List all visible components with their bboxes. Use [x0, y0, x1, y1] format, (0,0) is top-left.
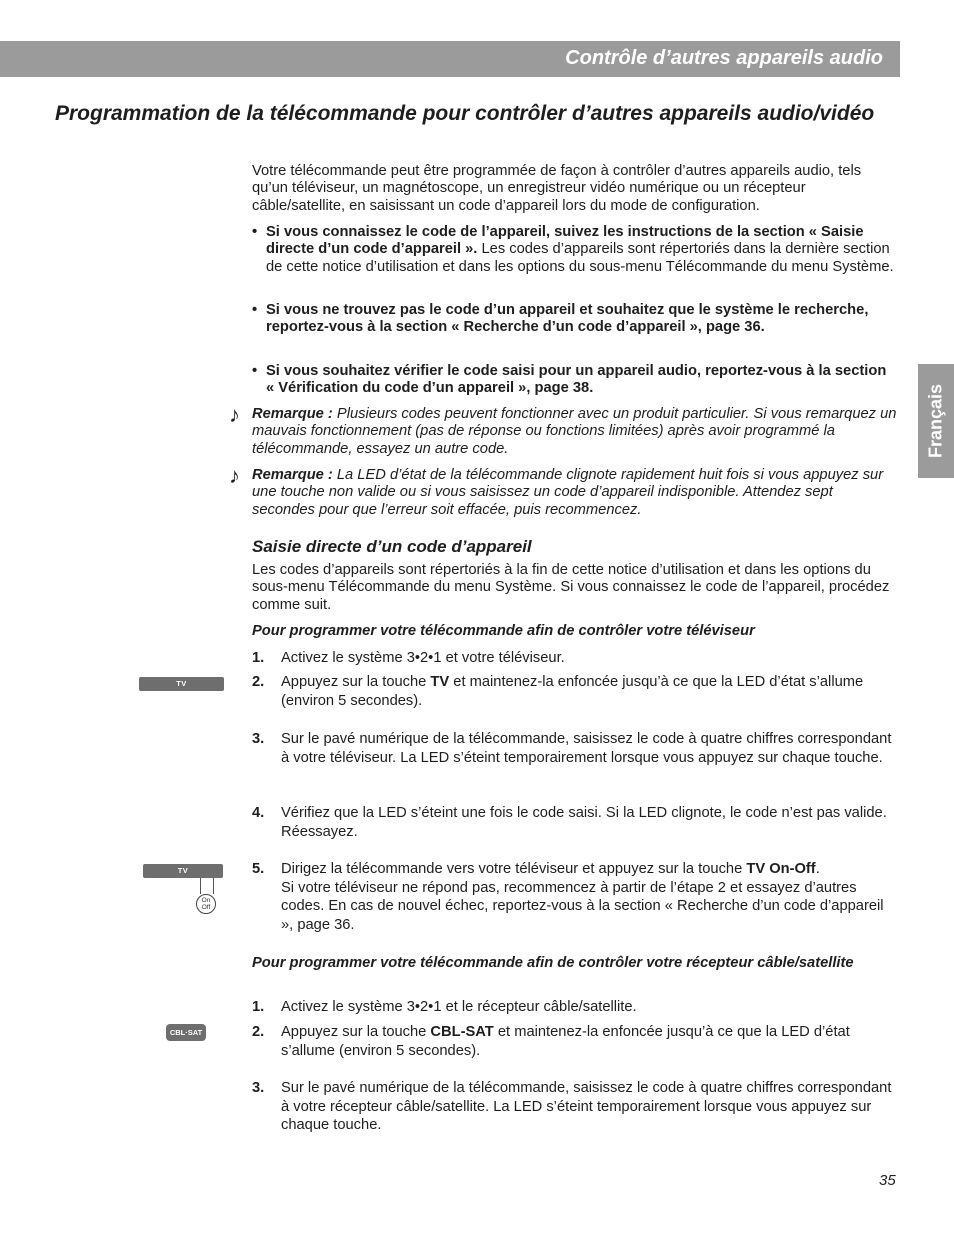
step-text: . — [815, 861, 820, 877]
music-note-icon: ♪ — [229, 402, 240, 427]
step-number: 3. — [252, 1080, 265, 1096]
tv-step-1 — [252, 649, 897, 668]
note-2 — [252, 467, 897, 519]
music-note-icon: ♪ — [229, 463, 240, 488]
step-key: TV — [430, 674, 450, 690]
bullet-bold: Si vous connaissez le code de l’appareil, suivez les instructions de la section « Saisie directe d’un code d’appareil ». — [266, 224, 864, 258]
note-1 — [252, 406, 897, 458]
step-number: 4. — [252, 805, 265, 821]
step-text: Appuyez sur la touche — [281, 674, 431, 690]
section-heading: Saisie directe d’un code d’appareil — [252, 537, 532, 556]
bullet-item — [252, 302, 897, 337]
tv-button-icon: TV — [143, 864, 223, 878]
step-text: et maintenez-la enfoncée jusqu’à ce que la LED d’état s’allume (environ 5 secondes). — [281, 674, 864, 709]
intro-paragraph: Votre télécommande peut être programmée de façon à contrôler d’autres appareils audio, tels qu’un téléviseur, un magnétoscope, un enregistreur vidéo numérique ou un récepteur câble/satellite, en saisissant un code d’appareil lors du mode de configuration. — [252, 163, 862, 214]
tv-step-5 — [252, 860, 897, 934]
note-text: Plusieurs codes peuvent fonctionner avec un produit particulier. Si vous remarquez un mauvais fonctionnement (pas de réponse ou fonctions limitées) après avoir programmé la télécommande, essayez un autre code. — [252, 406, 897, 457]
tv-procedure-heading: Pour programmer votre télécommande afin de contrôler votre téléviseur — [252, 623, 755, 639]
step-text: Si votre téléviseur ne répond pas, recommencez à partir de l’étape 2 et essayez d’autres codes. En cas de nouvel échec, reportez-vous à la section « Recherche d’un code d’appareil », page 36. — [281, 879, 884, 933]
step-text: Sur le pavé numérique de la télécommande, saisissez le code à quatre chiffres correspondant à votre récepteur câble/satellite. La LED s’éteint temporairement lorsque vous appuyez sur chaque touche. — [281, 1080, 892, 1133]
bullet-bold: Si vous ne trouvez pas le code d’un appareil et souhaitez que le système le recherche, reportez-vous à la section « Recherche d’un code d’appareil », page 36. — [266, 302, 869, 336]
connector-line — [200, 878, 214, 894]
cbl-step-2 — [252, 1023, 897, 1060]
step-number: 1. — [252, 650, 265, 666]
step-text: Dirigez la télécommande vers votre téléviseur et appuyez sur la touche — [281, 861, 747, 877]
onoff-off-label: Off — [201, 904, 211, 911]
step-key: CBL-SAT — [430, 1024, 494, 1040]
onoff-on-label: On — [201, 897, 211, 904]
page-number: 35 — [879, 1172, 896, 1189]
step-text: et maintenez-la enfoncée jusqu’à ce que la LED d’état s’allume (environ 5 secondes). — [281, 1024, 850, 1059]
cbl-sat-button-icon: CBL·SAT — [166, 1024, 206, 1041]
bullet-dot: • — [252, 302, 258, 318]
cbl-step-3 — [252, 1079, 897, 1135]
step-number: 2. — [252, 1024, 265, 1040]
note-label: Remarque : — [252, 406, 333, 422]
note-text: La LED d’état de la télécommande clignote rapidement huit fois si vous appuyez sur une touche non valide ou si vous saisissez un code d’appareil indisponible. Attendez sept secondes pour que l’erreur soit effacée, puis recommencez. — [252, 467, 884, 518]
tv-step-3 — [252, 730, 897, 767]
step-number: 5. — [252, 861, 265, 877]
header-title: Contrôle d’autres appareils audio — [565, 47, 883, 69]
header-bar — [0, 41, 900, 77]
step-text: Appuyez sur la touche — [281, 1024, 431, 1040]
note-label: Remarque : — [252, 467, 333, 483]
tv-step-4 — [252, 804, 897, 841]
step-number: 2. — [252, 674, 265, 690]
tv-step-2 — [252, 673, 897, 710]
step-number: 1. — [252, 999, 265, 1015]
language-tab — [918, 364, 954, 478]
cbl-procedure-heading: Pour programmer votre télécommande afin de contrôler votre récepteur câble/satellite — [252, 955, 854, 971]
cbl-step-1 — [252, 998, 897, 1017]
step-text: Activez le système 3•2•1 et votre téléviseur. — [281, 650, 565, 666]
step-number: 3. — [252, 731, 265, 747]
bullet-text: Les codes d’appareils sont répertoriés dans la dernière section de cette notice d’utilisation et dans les options du sous-menu Télécommande du menu Système. — [266, 241, 894, 275]
step-key: TV On-Off — [746, 861, 816, 877]
tv-button-icon: TV — [139, 677, 224, 691]
step-text: Sur le pavé numérique de la télécommande, saisissez le code à quatre chiffres correspondant à votre téléviseur. La LED s’éteint temporairement lorsque vous appuyez sur chaque touche. — [281, 731, 892, 766]
step-text: Activez le système 3•2•1 et le récepteur câble/satellite. — [281, 999, 637, 1015]
step-text: Vérifiez que la LED s’éteint une fois le code saisi. Si la LED clignote, le code n’est pas valide. Réessayez. — [281, 805, 887, 840]
power-button-icon — [196, 894, 216, 914]
language-tab-label: Français — [925, 383, 946, 459]
bullet-item — [252, 363, 897, 398]
bullet-item — [252, 224, 897, 276]
page-title: Programmation de la télécommande pour contrôler d’autres appareils audio/vidéo — [55, 102, 875, 125]
bullet-dot: • — [252, 224, 258, 240]
bullet-bold: Si vous souhaitez vérifier le code saisi pour un appareil audio, reportez-vous à la section « Vérification du code d’un appareil », page 38. — [266, 363, 887, 397]
section-intro: Les codes d’appareils sont répertoriés à la fin de cette notice d’utilisation et dans les options du sous-menu Télécommande du menu Système. Si vous connaissez le code de l’appareil, procédez comme suit. — [252, 562, 890, 613]
bullet-dot: • — [252, 363, 258, 379]
